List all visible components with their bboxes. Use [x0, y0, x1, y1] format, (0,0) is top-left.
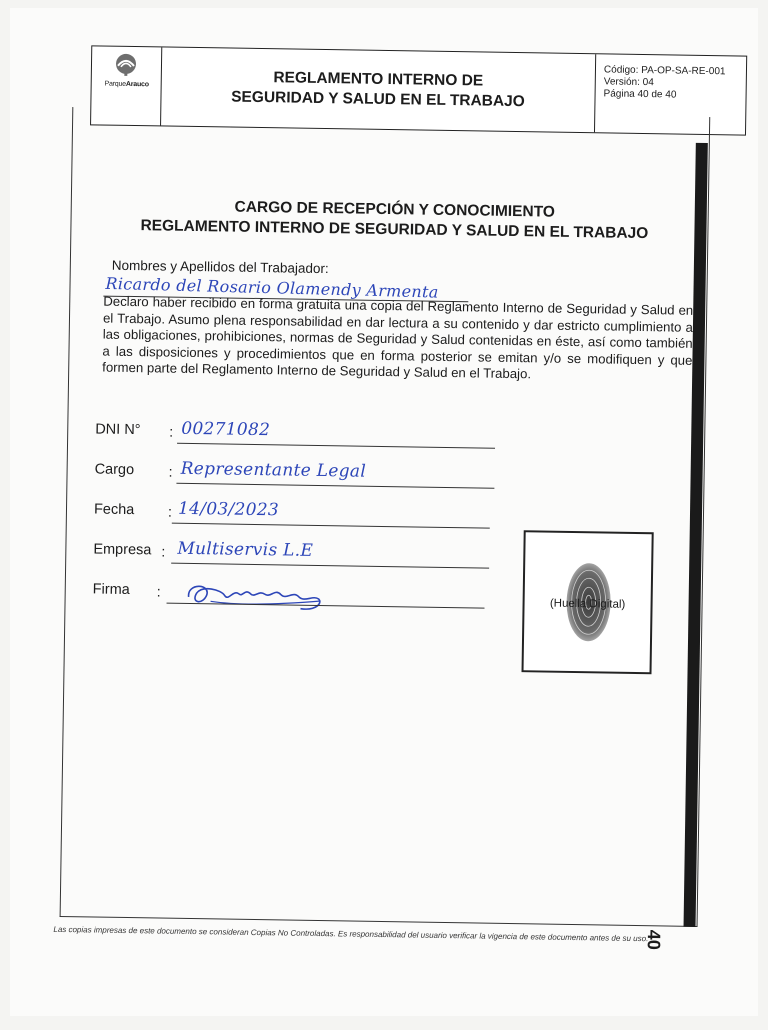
- document-code: Código: PA-OP-SA-RE-001: [603, 64, 726, 78]
- fingerprint-box: [522, 530, 654, 674]
- document-version: Versión: 04: [603, 76, 654, 89]
- firma-colon: :: [156, 584, 161, 601]
- signature-icon: [180, 575, 331, 619]
- body-title-line1: CARGO DE RECEPCIÓN Y CONOCIMIENTO: [234, 198, 556, 221]
- dni-value-handwritten: 00271082: [181, 418, 271, 441]
- parque-arauco-logo-icon: [112, 53, 140, 79]
- empresa-colon: :: [161, 544, 166, 561]
- worker-name-label: Nombres y Apellidos del Trabajador:: [111, 257, 329, 277]
- fecha-value-handwritten: 14/03/2023: [177, 498, 280, 521]
- cargo-colon: :: [168, 464, 173, 481]
- dni-colon: :: [169, 424, 174, 441]
- document-page-count: Página 40 de 40: [603, 88, 677, 101]
- fecha-label: Fecha: [93, 501, 135, 519]
- header-title-line2: SEGURIDAD Y SALUD EN EL TRABAJO: [231, 88, 525, 111]
- logo-prefix: Parque: [104, 80, 126, 88]
- header-title-line1: REGLAMENTO INTERNO DE: [273, 69, 484, 90]
- fecha-colon: :: [167, 504, 173, 521]
- empresa-value-handwritten: Multiservis L.E: [177, 538, 314, 561]
- cargo-value-handwritten: Representante Legal: [180, 458, 367, 482]
- logo-suffix: Arauco: [125, 80, 149, 89]
- worker-name-handwritten: Ricardo del Rosario Olamendy Armenta: [105, 273, 439, 302]
- page-number: 40: [643, 929, 664, 950]
- dni-label: DNI N°: [95, 421, 141, 439]
- footer-note: Las copias impresas de este documento se consideran Copias No Controladas. Es responsabilidad del usuario verificar la vigencia de este documento antes de su uso.: [53, 924, 649, 944]
- cargo-label: Cargo: [94, 461, 135, 479]
- empresa-label: Empresa: [93, 541, 152, 559]
- declaration-text: Declaro haber recibido en forma gratuita una copia del Reglamento Interno de Seguridad y Salud en el Trabajo. Asumo plena responsabilidad en dar lectura a su contenido y dar estricto cumplimiento a las obligaciones, prohibiciones, normas de Seguridad y Salud contenidas en éste, así como también a las disposiciones y procedimientos que en forma posterior se emitan y/o se modifiquen y que formen parte del Reglamento Interno de Seguridad y Salud en el Trabajo.: [102, 293, 694, 382]
- fingerprint-caption: (Huella Digital): [549, 597, 626, 611]
- logo-wordmark: [96, 80, 158, 88]
- firma-label: Firma: [92, 581, 130, 599]
- body-title-line2: REGLAMENTO INTERNO DE SEGURIDAD Y SALUD EN EL TRABAJO: [140, 217, 649, 243]
